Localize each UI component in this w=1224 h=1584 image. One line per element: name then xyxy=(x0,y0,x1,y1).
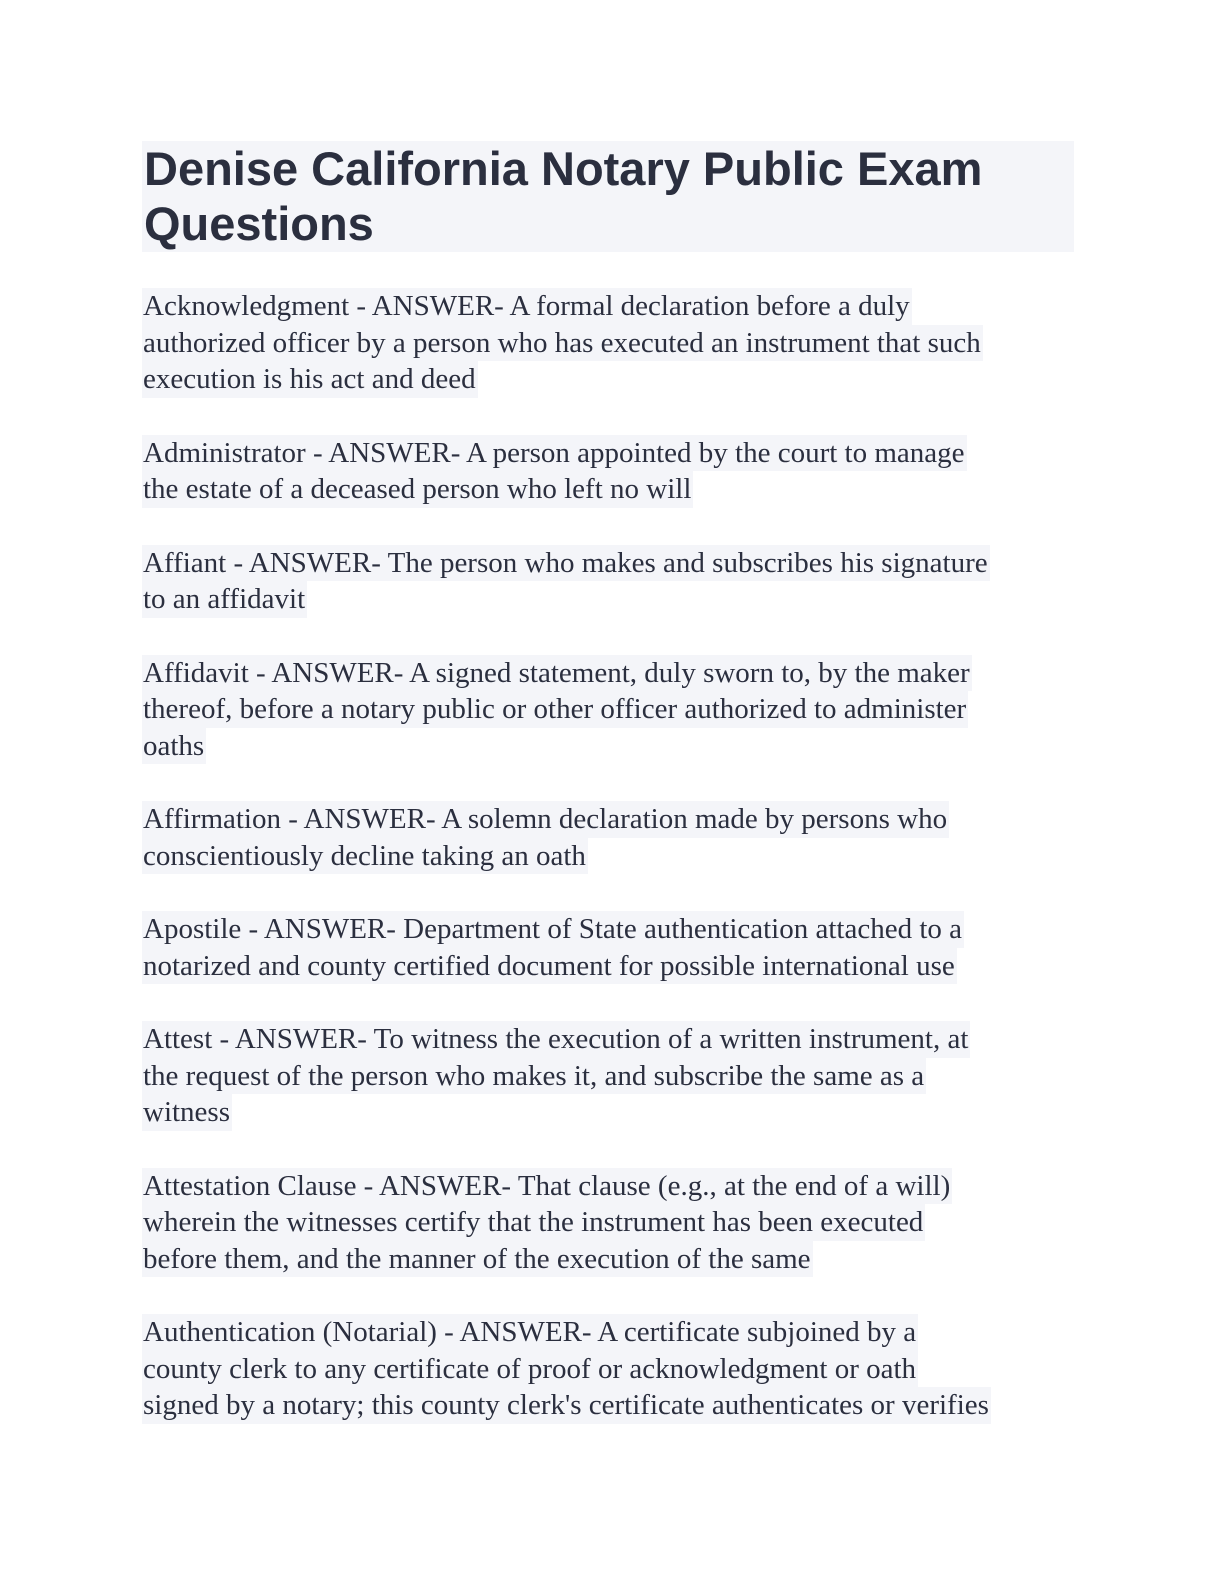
entry-line: execution is his act and deed xyxy=(142,361,478,398)
entry-line: conscientiously decline taking an oath xyxy=(142,838,588,875)
entry-line: witness xyxy=(142,1094,232,1131)
entry-line: Attest - ANSWER- To witness the execution of a written instrument, at xyxy=(142,1021,970,1058)
entry-apostile xyxy=(142,911,1082,984)
entry-line: the request of the person who makes it, and subscribe the same as a xyxy=(142,1058,926,1095)
entry-line: notarized and county certified document for possible international use xyxy=(142,948,957,985)
entry-attest xyxy=(142,1021,1082,1131)
entry-line: to an affidavit xyxy=(142,581,307,618)
entry-administrator xyxy=(142,435,1082,508)
entry-acknowledgment xyxy=(142,288,1082,398)
title-block xyxy=(142,141,1074,252)
entry-line: signed by a notary; this county clerk's certificate authenticates or verifies xyxy=(142,1387,991,1424)
entry-list xyxy=(142,288,1082,1461)
entry-attestation-clause xyxy=(142,1168,1082,1278)
entry-line: authorized officer by a person who has executed an instrument that such xyxy=(142,325,983,362)
document-title: Denise California Notary Public Exam Questions xyxy=(144,142,983,250)
entry-line: Apostile - ANSWER- Department of State authentication attached to a xyxy=(142,911,964,948)
entry-line: the estate of a deceased person who left no will xyxy=(142,471,693,508)
entry-affidavit xyxy=(142,655,1082,765)
entry-line: county clerk to any certificate of proof or acknowledgment or oath xyxy=(142,1351,918,1388)
entry-line: wherein the witnesses certify that the instrument has been executed xyxy=(142,1204,925,1241)
entry-line: before them, and the manner of the execution of the same xyxy=(142,1241,813,1278)
entry-line: Authentication (Notarial) - ANSWER- A certificate subjoined by a xyxy=(142,1314,918,1351)
entry-authentication xyxy=(142,1314,1082,1424)
entry-line: Administrator - ANSWER- A person appointed by the court to manage xyxy=(142,435,967,472)
entry-line: Affiant - ANSWER- The person who makes and subscribes his signature xyxy=(142,545,990,582)
entry-line: oaths xyxy=(142,728,206,765)
entry-line: thereof, before a notary public or other officer authorized to administer xyxy=(142,691,968,728)
entry-line: Attestation Clause - ANSWER- That clause (e.g., at the end of a will) xyxy=(142,1168,952,1205)
entry-line: Acknowledgment - ANSWER- A formal declaration before a duly xyxy=(142,288,912,325)
entry-line: Affirmation - ANSWER- A solemn declaration made by persons who xyxy=(142,801,949,838)
entry-affiant xyxy=(142,545,1082,618)
entry-affirmation xyxy=(142,801,1082,874)
entry-line: Affidavit - ANSWER- A signed statement, duly sworn to, by the maker xyxy=(142,655,972,692)
